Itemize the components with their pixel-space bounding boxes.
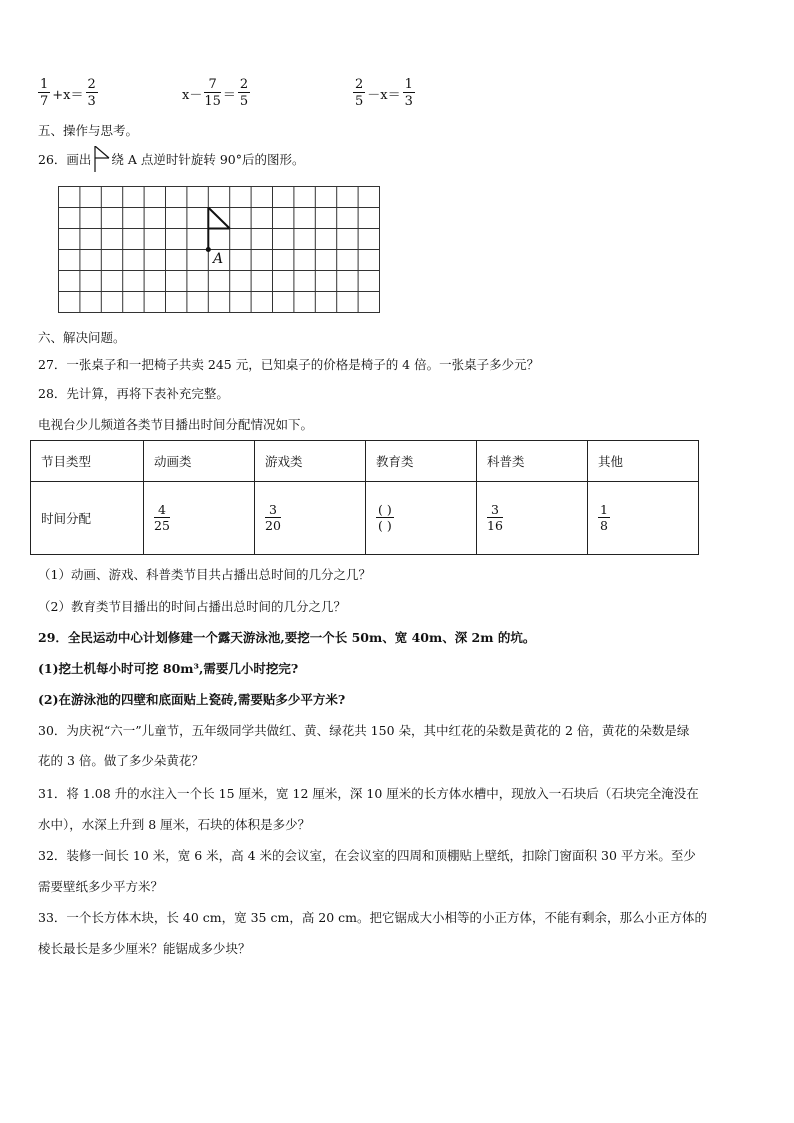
question-31-line-1: 31．将 1.08 升的水注入一个长 15 厘米，宽 12 厘米，深 10 厘米的长方体水槽中，现放入一石块后（石块完全淹没在 — [38, 786, 699, 801]
question-29-part-1: (1)挖土机每小时可挖 80m³,需要几小时挖完? — [38, 661, 299, 676]
section-6-title: 六、解决问题。 — [38, 330, 126, 345]
table-cell-blank[interactable]: $\frac{( )}{( )}$ — [366, 482, 477, 555]
time-allocation-table — [30, 440, 699, 555]
question-31-line-2: 水中），水深上升到 8 厘米，石块的体积是多少？ — [38, 817, 311, 832]
question-28-part-2: （2）教育类节目播出的时间占播出总时间的几分之几？ — [38, 599, 346, 614]
operator: +x＝ — [52, 87, 84, 103]
operator: －x＝ — [367, 87, 401, 103]
fraction: $\frac{1}{7}$ — [40, 77, 49, 109]
question-29-part-2: (2)在游泳池的四壁和底面贴上瓷砖,需要贴多少平方米? — [38, 692, 346, 707]
table-header-cell: 科普类 — [477, 441, 588, 482]
question-27: 27．一张桌子和一把椅子共卖 245 元，已知桌子的价格是椅子的 4 倍。一张桌子多少元？ — [38, 357, 540, 372]
equation-1 — [38, 78, 98, 108]
table-caption: 电视台少儿频道各类节目播出时间分配情况如下。 — [38, 417, 314, 432]
table-cell: $\frac{4}{25}$ — [144, 482, 255, 555]
fraction: $\frac{2}{5}$ — [239, 77, 249, 109]
point-a-label: A — [213, 251, 224, 267]
table-header-cell: 动画类 — [144, 441, 255, 482]
flag-figure — [208, 208, 229, 250]
equation-3 — [353, 78, 415, 108]
table-cell: $\frac{3}{20}$ — [255, 482, 366, 555]
question-30-line-1: 30．为庆祝“六一”儿童节，五年级同学共做红、黄、绿花共 150 朵，其中红花的朵数是黄花的 2 倍，黄花的朵数是绿 — [38, 723, 690, 738]
question-28: 28．先计算，再将下表补充完整。 — [38, 386, 229, 401]
fraction: $\frac{7}{15}$ — [204, 77, 221, 109]
table-cell: $\frac{3}{16}$ — [477, 482, 588, 555]
equation-2 — [180, 78, 250, 108]
question-28-part-1: （1）动画、游戏、科普类节目共占播出总时间的几分之几？ — [38, 567, 371, 582]
table-row — [31, 482, 699, 555]
table-header-cell: 游戏类 — [255, 441, 366, 482]
question-30-line-2: 花的 3 倍。做了多少朵黄花？ — [38, 753, 204, 768]
question-33-line-1: 33．一个长方体木块，长 40 cm，宽 35 cm，高 20 cm。把它锯成大小相等的小正方体，不能有剩余，那么小正方体的 — [38, 910, 708, 925]
point-a — [206, 247, 211, 252]
table-header-row — [31, 441, 699, 482]
table-header-cell: 教育类 — [366, 441, 477, 482]
fraction: $\frac{2}{5}$ — [355, 77, 364, 109]
question-26: 26．画出 绕 A 点逆时针旋转 90°后的图形。 — [38, 150, 305, 168]
fraction: $\frac{1}{3}$ — [404, 77, 413, 109]
question-33-line-2: 棱长最长是多少厘米？能锯成多少块？ — [38, 941, 251, 956]
operator: x－ — [182, 87, 203, 103]
question-32-line-2: 需要壁纸多少平方米？ — [38, 879, 164, 894]
operator: ＝ — [222, 87, 236, 103]
fraction: $\frac{2}{3}$ — [87, 77, 96, 109]
question-32-line-1: 32．装修一间长 10 米，宽 6 米，高 4 米的会议室，在会议室的四周和顶棚贴上壁纸，扣除门窗面积 30 平方米。至少 — [38, 848, 696, 863]
section-5-title: 五、操作与思考。 — [38, 123, 139, 138]
table-cell: $\frac{1}{8}$ — [588, 482, 699, 555]
flag-icon — [91, 152, 111, 166]
table-row-label: 时间分配 — [31, 482, 144, 555]
table-header-cell: 其他 — [588, 441, 699, 482]
table-header-cell: 节目类型 — [31, 441, 144, 482]
question-29: 29．全民运动中心计划修建一个露天游泳池,要挖一个长 50m、宽 40m、深 2m 的坑。 — [38, 630, 536, 645]
